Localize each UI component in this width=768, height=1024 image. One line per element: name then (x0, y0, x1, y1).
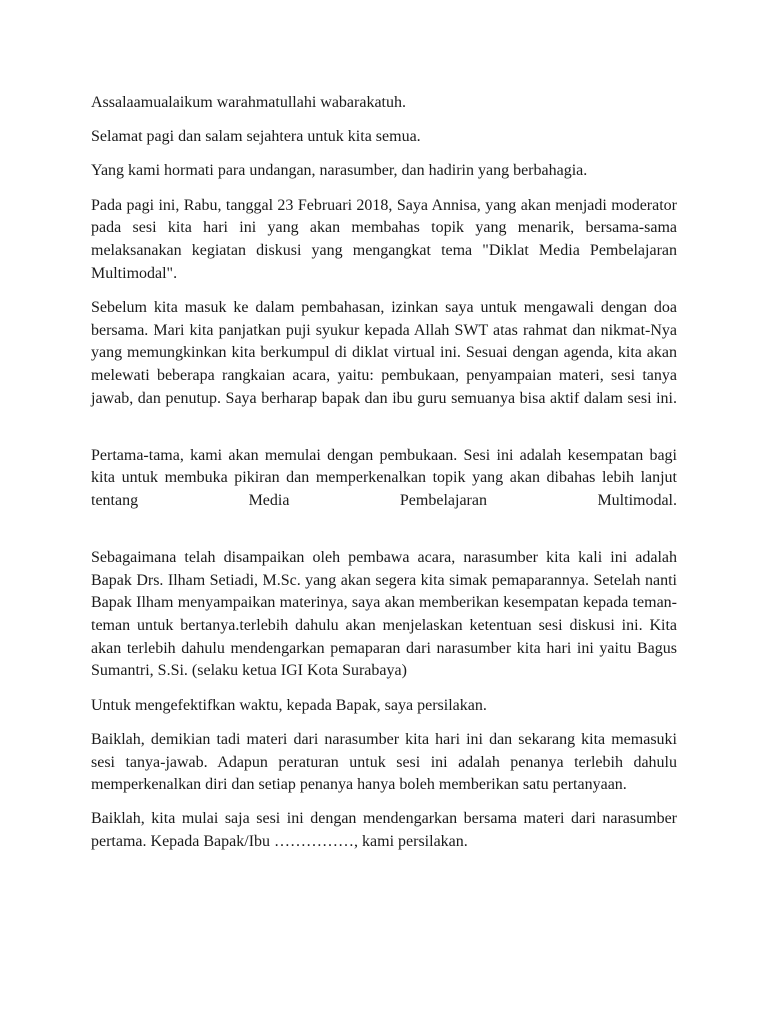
paragraph-opening: Pertama-tama, kami akan memulai dengan pembukaan. Sesi ini adalah kesempatan bagi kita untuk membuka pikiran dan memperkenalkan topik yang akan dibahas lebih lanjut tentang Media Pembelajaran Multimodal. (91, 446, 677, 510)
paragraph-introduction: Pada pagi ini, Rabu, tanggal 23 Februari 2018, Saya Annisa, yang akan menjadi moderator pada sesi kita hari ini yang akan membahas topik yang menarik, bersama-sama melaksanakan kegiatan diskusi yang mengangkat tema "Diklat Media Pembelajaran Multimodal". (91, 196, 677, 282)
document-page (91, 92, 677, 865)
paragraph-qa-session: Baiklah, demikian tadi materi dari narasumber kita hari ini dan sekarang kita memasuki sesi tanya-jawab. Adapun peraturan untuk sesi ini adalah penanya terlebih dahulu memperkenalkan diri dan setiap penanya hanya boleh memberikan satu pertanyaan. (91, 730, 677, 794)
paragraph-morning-greeting: Selamat pagi dan salam sejahtera untuk kita semua. (91, 128, 421, 146)
paragraph-invite-speaker: Untuk mengefektifkan waktu, kepada Bapak, saya persilakan. (91, 696, 487, 714)
paragraph-respect: Yang kami hormati para undangan, narasumber, dan hadirin yang berbahagia. (91, 162, 588, 180)
paragraph-greeting: Assalaamualaikum warahmatullahi wabarakatuh. (91, 94, 406, 111)
blank-line (91, 524, 677, 547)
blank-line (91, 422, 677, 445)
paragraph-opening-prayer: Sebelum kita masuk ke dalam pembahasan, izinkan saya untuk mengawali dengan doa bersama. Mari kita panjatkan puji syukur kepada Allah SWT atas rahmat dan nikmat-Nya yang memungkinkan kita berkumpul di diklat virtual ini. Sesuai dengan agenda, kita akan melewati beberapa rangkaian acara, yaitu: pembukaan, penyampaian materi, sesi tanya jawab, dan penutup. Saya berharap bapak dan ibu guru semuanya bisa aktif dalam sesi ini. (91, 298, 677, 407)
paragraph-closing: Baiklah, kita mulai saja sesi ini dengan mendengarkan bersama materi dari narasumber pertama. Kepada Bapak/Ibu ……………, kami persilakan. (91, 810, 677, 851)
paragraph-speaker-intro: Sebagaimana telah disampaikan oleh pembawa acara, narasumber kita kali ini adalah Bapak Drs. Ilham Setiadi, M.Sc. yang akan segera kita simak pemaparannya. Setelah nanti Bapak Ilham menyampaikan materinya, saya akan memberikan kesempatan kepada teman-teman untuk bertanya.terlebih dahulu akan menjelaskan ketentuan sesi diskusi ini. Kita akan terlebih dahulu mendengarkan pemaparan dari narasumber kita hari ini yaitu Bagus Sumantri, S.Si. (selaku ketua IGI Kota Surabaya) (91, 548, 677, 680)
